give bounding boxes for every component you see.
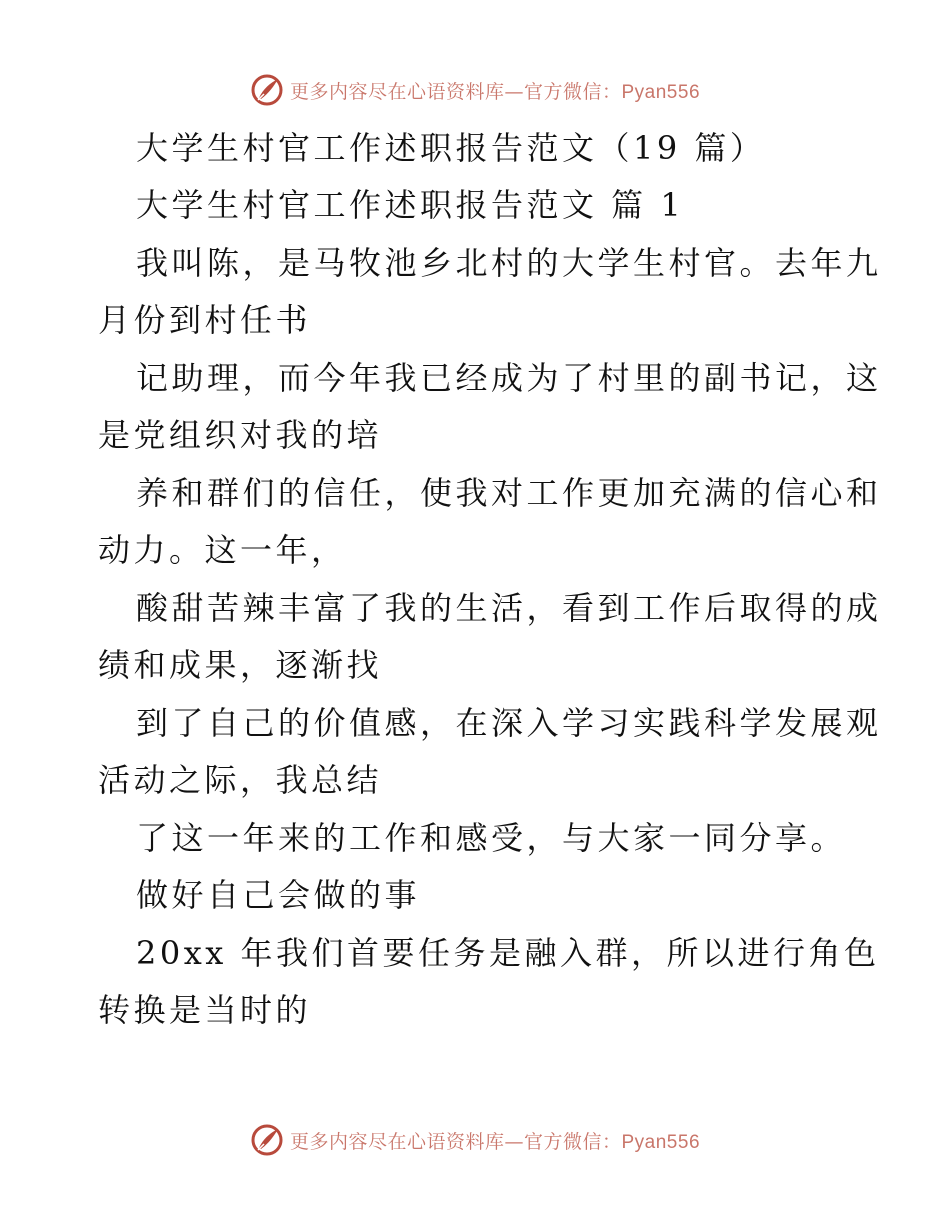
document-title: 大学生村官工作述职报告范文（19 篇） [136, 129, 766, 167]
paragraph-line: 20xx 年我们首要任务是融入群，所以进行角色 [136, 934, 880, 972]
paragraph-line: 记助理，而今年我已经成为了村里的副书记，这 [136, 359, 882, 397]
paragraph-line: 动力。这一年， [98, 531, 347, 569]
paragraph-line: 酸甜苦辣丰富了我的生活，看到工作后取得的成 [136, 589, 882, 627]
section-heading: 大学生村官工作述职报告范文 篇 1 [136, 186, 685, 224]
feather-pen-logo-icon [250, 1123, 284, 1157]
paragraph-line: 转换是当时的 [98, 991, 312, 1029]
banner-text: 更多内容尽在心语资料库—官方微信：Pyan556 [289, 80, 701, 103]
paragraph-line: 绩和成果，逐渐找 [98, 646, 383, 684]
paragraph-line: 养和群们的信任，使我对工作更加充满的信心和 [136, 474, 882, 512]
subheading-line: 做好自己会做的事 [136, 876, 421, 914]
paragraph-line: 月份到村任书 [98, 301, 312, 339]
footer-banner [0, 1120, 950, 1160]
paragraph-line: 我叫陈，是马牧池乡北村的大学生村官。去年九 [136, 244, 882, 282]
banner-text: 更多内容尽在心语资料库—官方微信：Pyan556 [289, 1130, 701, 1153]
paragraph-line: 活动之际，我总结 [98, 761, 383, 799]
paragraph-line: 了这一年来的工作和感受，与大家一同分享。 [136, 819, 847, 857]
header-banner [0, 70, 950, 110]
feather-pen-logo-icon [250, 73, 284, 107]
paragraph-line: 是党组织对我的培 [98, 416, 383, 454]
paragraph-line: 到了自己的价值感，在深入学习实践科学发展观 [136, 704, 882, 742]
